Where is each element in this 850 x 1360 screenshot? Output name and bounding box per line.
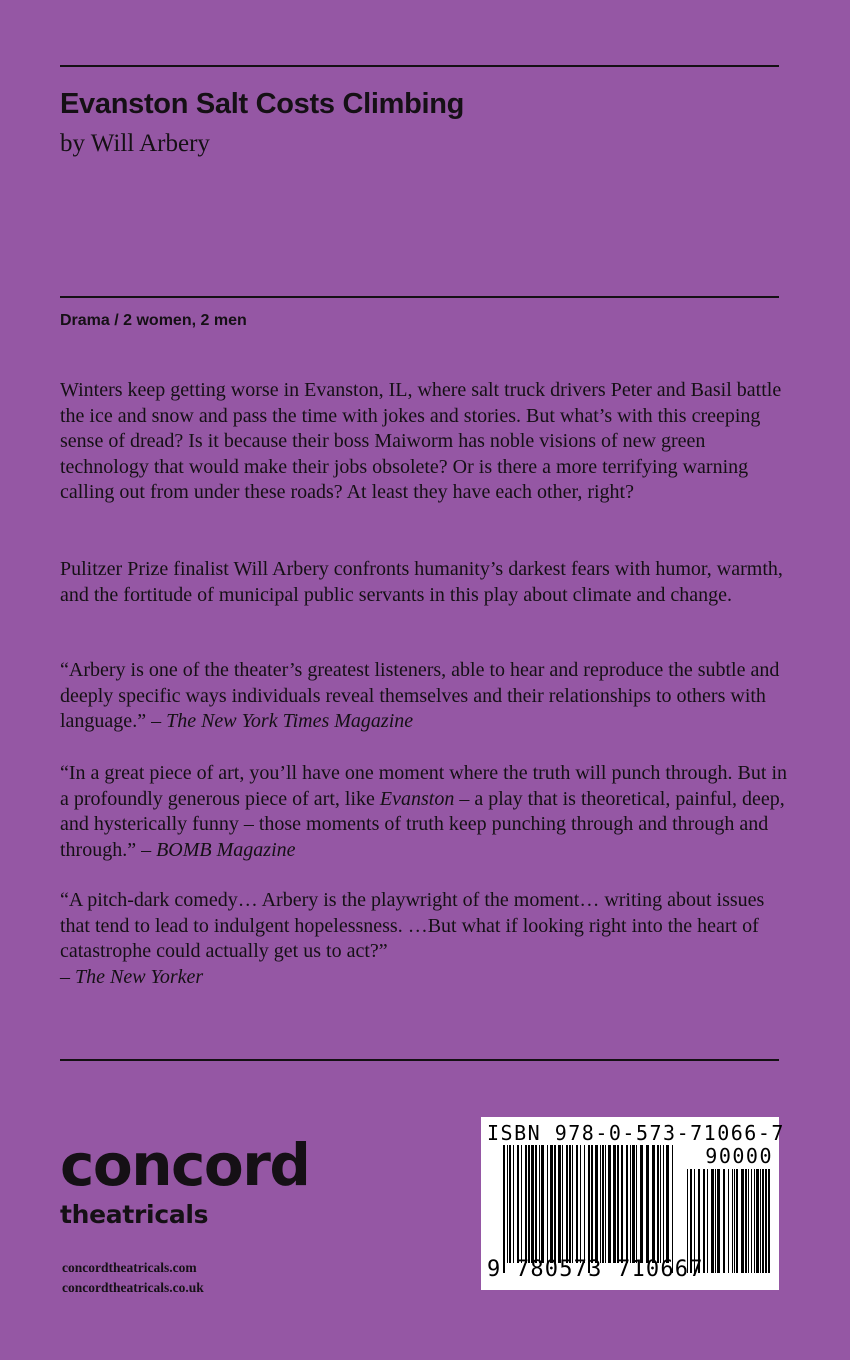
addon-bar	[707, 1169, 708, 1273]
addon-bar	[760, 1169, 761, 1273]
quote-text: “A pitch-dark comedy… Arbery is the playwright of the moment… writing about issues that tend to lead to indulgent hopelessness. …But what if looking right into the heart of catastrophe could actually get us to act?”	[60, 889, 765, 962]
book-title: Evanston Salt Costs Climbing	[60, 88, 465, 120]
barcode-bar	[652, 1145, 655, 1263]
top-rule	[60, 65, 779, 67]
price-code: 90000	[705, 1144, 773, 1168]
quote-text-cont: – a play that is theoretical, painful, deep, and hysterically funny – those moments of truth keep punching through and through and through.” –	[60, 787, 785, 861]
barcode-bar	[531, 1145, 534, 1263]
barcode-bar	[547, 1145, 548, 1263]
barcode-bar	[617, 1145, 619, 1263]
addon-bar	[756, 1169, 759, 1273]
barcode-bar	[503, 1145, 505, 1273]
barcode-bar	[554, 1145, 556, 1263]
addon-bar	[723, 1169, 725, 1273]
quote-text: “In a great piece of art, you’ll have one moment where the truth will punch through. But in a profoundly generous piece of art, like	[60, 762, 788, 810]
review-quote-new-yorker	[60, 888, 790, 990]
ean-digits: 9 780573 710667	[487, 1257, 704, 1282]
barcode-bar	[535, 1145, 537, 1263]
synopsis-paragraph	[60, 378, 790, 506]
isbn-barcode	[481, 1117, 785, 1290]
barcode-bar	[584, 1145, 585, 1263]
barcode-bar	[580, 1145, 581, 1263]
section-rule-lower	[60, 1059, 779, 1061]
barcode-bar	[528, 1145, 530, 1263]
barcode-bar	[517, 1145, 519, 1263]
addon-bar	[751, 1169, 752, 1273]
section-rule-upper	[60, 296, 779, 298]
barcode-bar	[605, 1145, 606, 1263]
barcode-bar	[576, 1145, 578, 1263]
addon-bar	[715, 1169, 716, 1273]
addon-bar	[728, 1169, 729, 1273]
barcode-bar	[591, 1145, 593, 1263]
addon-bar	[734, 1169, 735, 1273]
author-paragraph	[60, 557, 790, 608]
quote-source: The New Yorker	[75, 965, 204, 988]
barcode-bar	[602, 1145, 604, 1263]
genre-cast-line: Drama / 2 women, 2 men	[60, 312, 247, 329]
addon-bar	[748, 1169, 749, 1273]
barcode-bar	[550, 1145, 553, 1263]
barcode-bar	[632, 1145, 635, 1263]
addon-bar	[762, 1169, 764, 1273]
barcode-bar	[613, 1145, 616, 1263]
publisher-logo	[60, 1131, 310, 1230]
barcode-bar	[507, 1145, 508, 1263]
barcode-bar	[666, 1145, 669, 1263]
review-quote-nyt	[60, 658, 790, 735]
quote-source: BOMB Magazine	[156, 838, 296, 861]
barcode-bar	[630, 1145, 631, 1263]
isbn-label: ISBN 978-0-573-71066-7	[487, 1121, 785, 1145]
barcode-bar	[640, 1145, 643, 1263]
addon-bar	[711, 1169, 714, 1273]
quote-source: The New York Times Magazine	[166, 710, 414, 732]
barcode-bar	[562, 1145, 563, 1263]
barcode-bar	[672, 1145, 673, 1273]
barcode-bar	[646, 1145, 649, 1263]
author-byline: by Will Arbery	[60, 130, 210, 157]
barcode-bar	[660, 1145, 661, 1263]
barcode-bar	[539, 1145, 540, 1263]
website-us[interactable]: concordtheatricals.com	[62, 1260, 197, 1275]
addon-bar	[768, 1169, 770, 1273]
publisher-logo-sub: theatricals	[60, 1200, 209, 1229]
addon-bar	[732, 1169, 733, 1273]
barcode-bar	[521, 1145, 522, 1263]
barcode-bar	[541, 1145, 544, 1263]
barcode-bar	[525, 1145, 527, 1263]
quote-text: “Arbery is one of the theater’s greatest listeners, able to hear and reproduce the subtle and deeply specific ways individuals reveal themselves and their relationships to others with language.” –	[60, 659, 780, 732]
quote-play-title: Evanston	[379, 787, 455, 810]
review-quote-bomb	[60, 761, 790, 863]
barcode-bar	[595, 1145, 598, 1263]
barcode-bar	[663, 1145, 664, 1263]
barcode-bar	[657, 1145, 659, 1263]
synopsis-text: Winters keep getting worse in Evanston, IL, where salt truck drivers Peter and Basil battle the ice and snow and pass the time with jokes and stories. But what’s with this creeping sense of dread? Is it because their boss Maiworm has noble visions of new green technology that would make their jobs obsolete? Or is there a more terrifying warning calling out from under these roads? At least they have each other, right?	[60, 379, 782, 503]
barcode-bar	[621, 1145, 623, 1263]
barcode-bar	[600, 1145, 601, 1263]
addon-bar	[754, 1169, 755, 1273]
publisher-logo-main: concord	[60, 1131, 310, 1199]
barcode-bar	[513, 1145, 514, 1263]
barcode-bar	[572, 1145, 573, 1263]
addon-bar	[765, 1169, 767, 1273]
barcode-bar	[569, 1145, 571, 1263]
barcode-bar	[626, 1145, 628, 1263]
publisher-websites	[62, 1258, 204, 1298]
barcode-bar	[509, 1145, 511, 1263]
website-uk[interactable]: concordtheatricals.co.uk	[62, 1280, 204, 1295]
addon-bar	[736, 1169, 738, 1273]
barcode-bar	[608, 1145, 611, 1263]
quote-dash: –	[60, 965, 75, 988]
addon-bar	[717, 1169, 720, 1273]
barcode-bar	[636, 1145, 637, 1263]
barcode-bar	[588, 1145, 590, 1273]
addon-bar	[745, 1169, 747, 1273]
addon-bar	[741, 1169, 744, 1273]
barcode-bar	[566, 1145, 568, 1263]
author-text: Pulitzer Prize finalist Will Arbery confronts humanity’s darkest fears with humor, warmth, and the fortitude of municipal public servants in this play about climate and change.	[60, 558, 783, 606]
barcode-bar	[558, 1145, 561, 1263]
